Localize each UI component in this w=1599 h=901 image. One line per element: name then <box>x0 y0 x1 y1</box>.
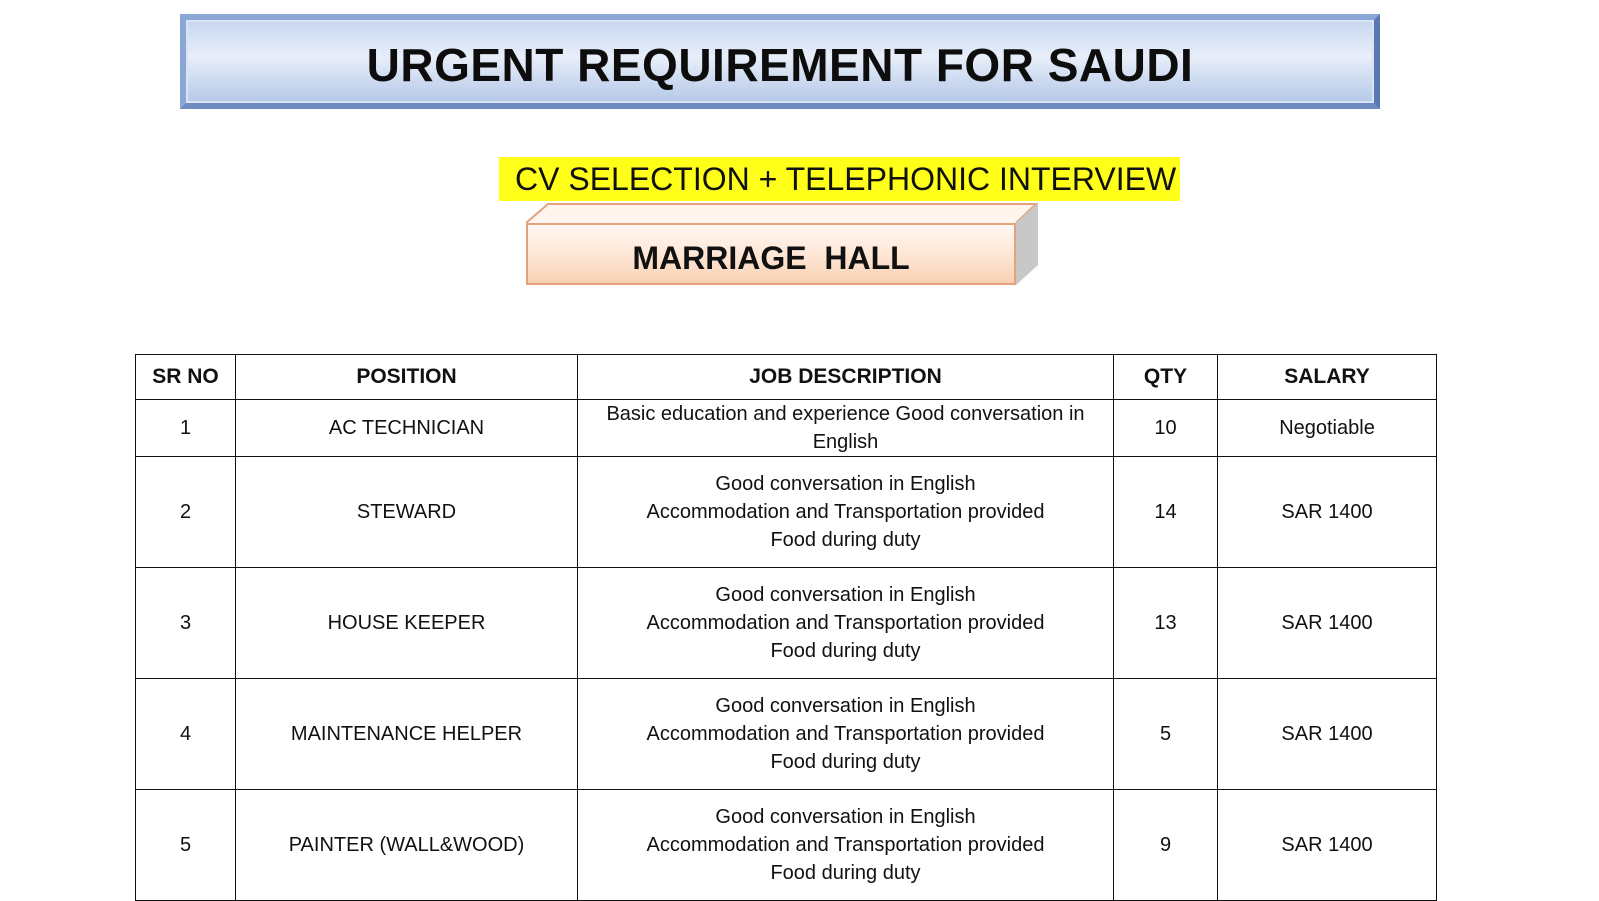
cell-salary: SAR 1400 <box>1218 568 1437 679</box>
cell-sr-no: 3 <box>136 568 236 679</box>
cell-job-description <box>578 790 1114 901</box>
cell-qty: 9 <box>1114 790 1218 901</box>
header-job-description: JOB DESCRIPTION <box>578 355 1114 400</box>
description-line: Food during duty <box>770 529 921 551</box>
cell-sr-no: 5 <box>136 790 236 901</box>
header-sr-no: SR NO <box>136 355 236 400</box>
description-line: Accommodation and Transportation provided <box>646 612 1045 634</box>
cell-qty: 14 <box>1114 457 1218 568</box>
header-qty: QTY <box>1114 355 1218 400</box>
table-row <box>136 400 1437 457</box>
description-line: Accommodation and Transportation provided <box>646 501 1045 523</box>
interview-highlight <box>499 157 1180 201</box>
table-row <box>136 679 1437 790</box>
cell-job-description <box>578 568 1114 679</box>
cell-salary: Negotiable <box>1218 400 1437 457</box>
cell-job-description <box>578 400 1114 457</box>
cell-position: MAINTENANCE HELPER <box>236 679 578 790</box>
description-line: Good conversation in English <box>715 695 976 717</box>
cell-salary: SAR 1400 <box>1218 679 1437 790</box>
description-line: Food during duty <box>770 751 921 773</box>
title-banner <box>180 14 1380 109</box>
cell-position: AC TECHNICIAN <box>236 400 578 457</box>
description-line: Basic education and experience Good conversation in English <box>606 403 1085 453</box>
cell-qty: 5 <box>1114 679 1218 790</box>
cell-sr-no: 4 <box>136 679 236 790</box>
description-line: Good conversation in English <box>715 473 976 495</box>
cell-sr-no: 1 <box>136 400 236 457</box>
hall-box-bevel-outline <box>526 203 1038 223</box>
cell-position: STEWARD <box>236 457 578 568</box>
hall-title: MARRIAGE HALL <box>632 239 910 276</box>
description-line: Accommodation and Transportation provided <box>646 834 1045 856</box>
marriage-hall-box <box>526 203 1038 288</box>
cell-position: PAINTER (WALL&WOOD) <box>236 790 578 901</box>
interview-highlight-text: CV SELECTION + TELEPHONIC INTERVIEW <box>515 160 1177 197</box>
table-row <box>136 790 1437 901</box>
cell-sr-no: 2 <box>136 457 236 568</box>
cell-position: HOUSE KEEPER <box>236 568 578 679</box>
job-table <box>135 354 1437 901</box>
description-line: Good conversation in English <box>715 806 976 828</box>
table-header-row <box>136 355 1437 400</box>
hall-box-face <box>526 223 1016 285</box>
description-line: Good conversation in English <box>715 584 976 606</box>
page-title: URGENT REQUIREMENT FOR SAUDI <box>366 38 1194 91</box>
cell-qty: 10 <box>1114 400 1218 457</box>
header-position: POSITION <box>236 355 578 400</box>
cell-qty: 13 <box>1114 568 1218 679</box>
description-line: Food during duty <box>770 640 921 662</box>
description-line: Food during duty <box>770 862 921 884</box>
description-line: Accommodation and Transportation provided <box>646 723 1045 745</box>
table-row <box>136 457 1437 568</box>
cell-salary: SAR 1400 <box>1218 790 1437 901</box>
table-row <box>136 568 1437 679</box>
cell-job-description <box>578 679 1114 790</box>
cell-salary: SAR 1400 <box>1218 457 1437 568</box>
cell-job-description <box>578 457 1114 568</box>
header-salary: SALARY <box>1218 355 1437 400</box>
